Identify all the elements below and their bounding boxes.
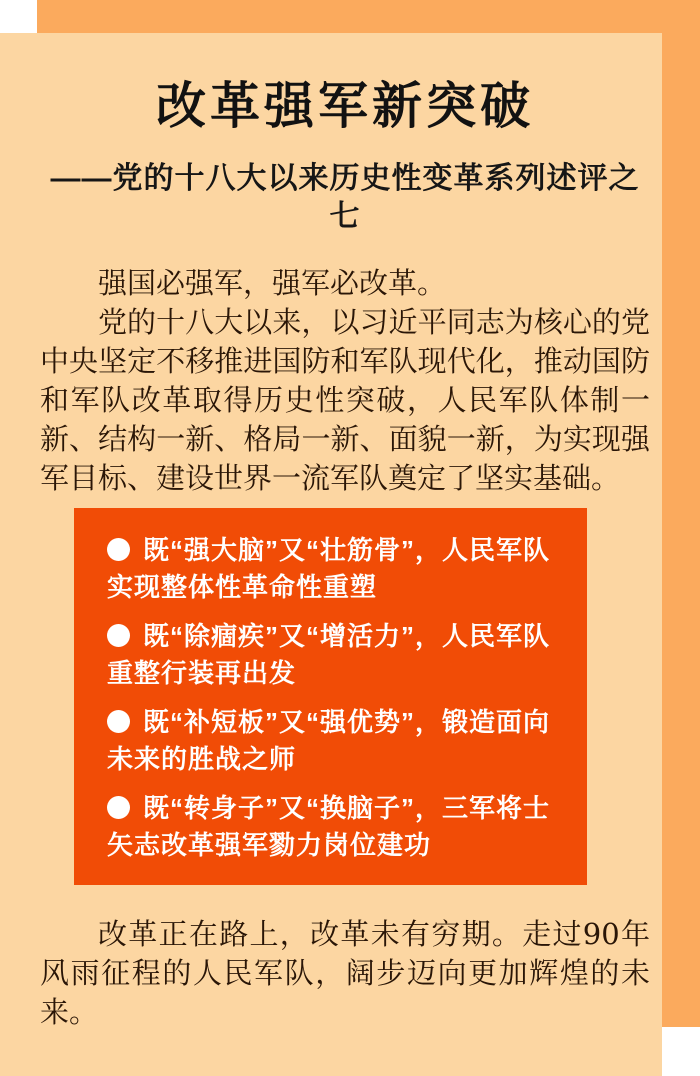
bullet-text: 既“补短板”又“强优势”，锻造面向未来的胜战之师 xyxy=(107,707,551,774)
highlight-box xyxy=(74,508,587,885)
page-subtitle: ——党的十八大以来历史性变革系列述评之七 xyxy=(50,162,640,233)
bullet-text: 既“除痼疾”又“增活力”，人民军队重整行装再出发 xyxy=(107,621,551,688)
bullet-circle-icon xyxy=(107,624,130,647)
bullet-item xyxy=(107,618,562,692)
bullet-item xyxy=(107,704,562,778)
content-area xyxy=(0,33,662,1076)
bullet-item xyxy=(107,532,562,606)
bullet-circle-icon xyxy=(107,538,130,561)
intro-paragraph-1: 强国必强军，强军必改革。 xyxy=(98,266,447,300)
page-title: 改革强军新突破 xyxy=(156,78,534,134)
bullet-circle-icon xyxy=(107,796,130,819)
bullet-item xyxy=(107,790,562,864)
content-panel xyxy=(0,33,662,1076)
intro-paragraph-2: 党的十八大以来，以习近平同志为核心的党中央坚定不移推进国防和军队现代化，推动国防和军队改革取得历史性突破，人民军队体制一新、结构一新、格局一新、面貌一新，为实现强军目标、建设世界一流军队奠定了坚实基础。 xyxy=(40,305,650,495)
bullet-list xyxy=(107,532,562,864)
bullet-text: 既“强大脑”又“壮筋骨”，人民军队实现整体性革命性重塑 xyxy=(107,535,551,602)
bullet-circle-icon xyxy=(107,710,130,733)
bullet-text: 既“转身子”又“换脑子”，三军将士矢志改革强军勠力岗位建功 xyxy=(107,793,551,860)
closing-paragraph: 改革正在路上，改革未有穷期。走过90年风雨征程的人民军队，阔步迈向更加辉煌的未来。 xyxy=(40,917,650,1029)
